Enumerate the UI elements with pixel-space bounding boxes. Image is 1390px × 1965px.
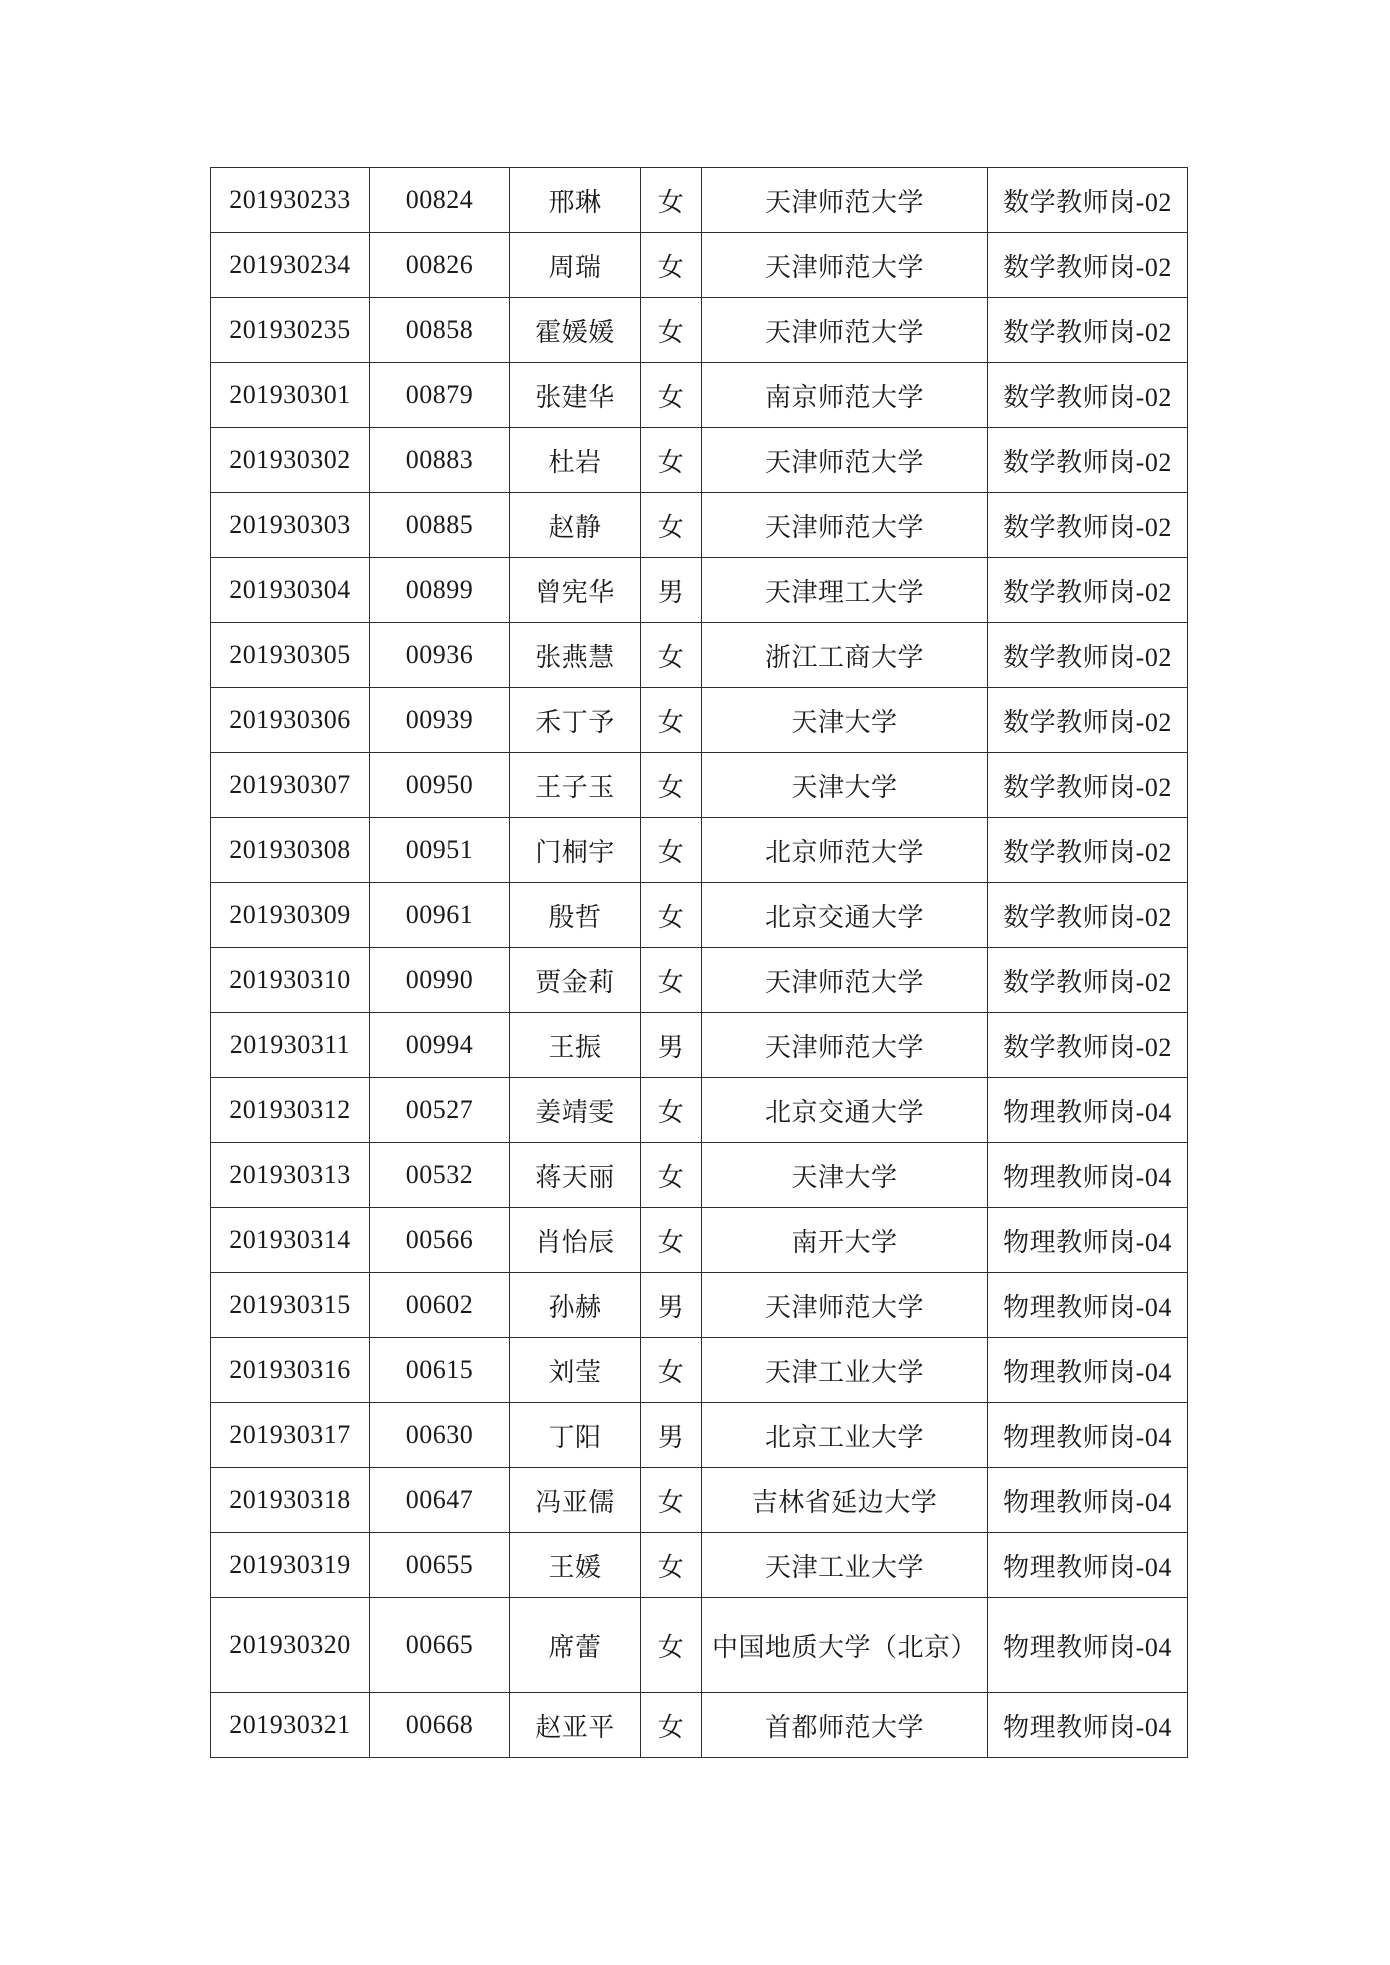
cell-post: 数学教师岗-02: [988, 298, 1188, 363]
cell-gender: 女: [641, 688, 702, 753]
cell-code: 00936: [370, 623, 510, 688]
cell-school: 天津师范大学: [702, 1273, 988, 1338]
cell-school: 中国地质大学（北京）: [702, 1598, 988, 1693]
cell-code: 00950: [370, 753, 510, 818]
cell-post: 物理教师岗-04: [988, 1693, 1188, 1758]
cell-serial: 201930320: [211, 1598, 370, 1693]
cell-school: 天津工业大学: [702, 1533, 988, 1598]
cell-school: 南京师范大学: [702, 363, 988, 428]
cell-post: 数学教师岗-02: [988, 1013, 1188, 1078]
cell-serial: 201930307: [211, 753, 370, 818]
cell-gender: 女: [641, 1468, 702, 1533]
cell-code: 00647: [370, 1468, 510, 1533]
cell-serial: 201930233: [211, 168, 370, 233]
cell-post: 数学教师岗-02: [988, 233, 1188, 298]
cell-code: 00527: [370, 1078, 510, 1143]
table-row: [211, 233, 1188, 298]
cell-post: 数学教师岗-02: [988, 558, 1188, 623]
cell-code: 00668: [370, 1693, 510, 1758]
cell-code: 00939: [370, 688, 510, 753]
cell-gender: 女: [641, 168, 702, 233]
cell-school: 天津师范大学: [702, 168, 988, 233]
cell-school: 天津大学: [702, 688, 988, 753]
table-row: [211, 1013, 1188, 1078]
cell-post: 物理教师岗-04: [988, 1598, 1188, 1693]
cell-gender: 女: [641, 298, 702, 363]
cell-name: 周瑞: [510, 233, 641, 298]
cell-school: 天津师范大学: [702, 493, 988, 558]
cell-name: 门桐宇: [510, 818, 641, 883]
cell-gender: 女: [641, 623, 702, 688]
cell-gender: 女: [641, 233, 702, 298]
cell-school: 天津师范大学: [702, 948, 988, 1013]
cell-name: 王子玉: [510, 753, 641, 818]
cell-name: 刘莹: [510, 1338, 641, 1403]
cell-school: 首都师范大学: [702, 1693, 988, 1758]
cell-name: 冯亚儒: [510, 1468, 641, 1533]
cell-serial: 201930301: [211, 363, 370, 428]
cell-name: 殷哲: [510, 883, 641, 948]
cell-serial: 201930317: [211, 1403, 370, 1468]
cell-code: 00858: [370, 298, 510, 363]
table-row: [211, 1338, 1188, 1403]
cell-serial: 201930310: [211, 948, 370, 1013]
cell-serial: 201930306: [211, 688, 370, 753]
cell-gender: 女: [641, 1598, 702, 1693]
cell-serial: 201930315: [211, 1273, 370, 1338]
cell-gender: 男: [641, 558, 702, 623]
cell-serial: 201930304: [211, 558, 370, 623]
cell-code: 00824: [370, 168, 510, 233]
cell-post: 物理教师岗-04: [988, 1338, 1188, 1403]
cell-name: 邢琳: [510, 168, 641, 233]
cell-school: 北京师范大学: [702, 818, 988, 883]
cell-name: 曾宪华: [510, 558, 641, 623]
cell-gender: 女: [641, 428, 702, 493]
cell-name: 席蕾: [510, 1598, 641, 1693]
table-row: [211, 493, 1188, 558]
cell-code: 00665: [370, 1598, 510, 1693]
table-row: [211, 753, 1188, 818]
cell-post: 物理教师岗-04: [988, 1208, 1188, 1273]
cell-serial: 201930316: [211, 1338, 370, 1403]
cell-code: 00566: [370, 1208, 510, 1273]
cell-serial: 201930308: [211, 818, 370, 883]
cell-serial: 201930309: [211, 883, 370, 948]
cell-gender: 女: [641, 818, 702, 883]
cell-name: 肖怡辰: [510, 1208, 641, 1273]
cell-name: 杜岩: [510, 428, 641, 493]
table-row: [211, 623, 1188, 688]
cell-gender: 女: [641, 1693, 702, 1758]
cell-name: 姜靖雯: [510, 1078, 641, 1143]
cell-gender: 男: [641, 1403, 702, 1468]
cell-serial: 201930318: [211, 1468, 370, 1533]
cell-name: 禾丁予: [510, 688, 641, 753]
cell-gender: 女: [641, 493, 702, 558]
cell-name: 张建华: [510, 363, 641, 428]
cell-serial: 201930319: [211, 1533, 370, 1598]
table-row: [211, 1403, 1188, 1468]
cell-code: 00615: [370, 1338, 510, 1403]
cell-serial: 201930302: [211, 428, 370, 493]
cell-school: 北京交通大学: [702, 883, 988, 948]
cell-post: 数学教师岗-02: [988, 753, 1188, 818]
table-row: [211, 883, 1188, 948]
table-row: [211, 428, 1188, 493]
cell-gender: 女: [641, 1208, 702, 1273]
cell-school: 吉林省延边大学: [702, 1468, 988, 1533]
table-row: [211, 1143, 1188, 1208]
cell-name: 王媛: [510, 1533, 641, 1598]
cell-post: 数学教师岗-02: [988, 168, 1188, 233]
cell-code: 00602: [370, 1273, 510, 1338]
cell-post: 物理教师岗-04: [988, 1533, 1188, 1598]
cell-gender: 男: [641, 1273, 702, 1338]
cell-school: 天津师范大学: [702, 428, 988, 493]
cell-gender: 女: [641, 948, 702, 1013]
cell-code: 00961: [370, 883, 510, 948]
cell-gender: 男: [641, 1013, 702, 1078]
cell-name: 贾金莉: [510, 948, 641, 1013]
table-row: [211, 948, 1188, 1013]
cell-code: 00879: [370, 363, 510, 428]
cell-serial: 201930313: [211, 1143, 370, 1208]
cell-gender: 女: [641, 753, 702, 818]
table-row: [211, 1273, 1188, 1338]
cell-post: 数学教师岗-02: [988, 428, 1188, 493]
table-row: [211, 818, 1188, 883]
cell-serial: 201930314: [211, 1208, 370, 1273]
cell-name: 张燕慧: [510, 623, 641, 688]
cell-school: 天津理工大学: [702, 558, 988, 623]
cell-post: 数学教师岗-02: [988, 623, 1188, 688]
cell-school: 天津师范大学: [702, 1013, 988, 1078]
cell-post: 数学教师岗-02: [988, 688, 1188, 753]
cell-school: 天津大学: [702, 1143, 988, 1208]
table-row: [211, 558, 1188, 623]
cell-code: 00994: [370, 1013, 510, 1078]
cell-post: 物理教师岗-04: [988, 1273, 1188, 1338]
roster-table: [210, 167, 1188, 1758]
cell-serial: 201930305: [211, 623, 370, 688]
table-row: [211, 1468, 1188, 1533]
cell-serial: 201930321: [211, 1693, 370, 1758]
cell-code: 00885: [370, 493, 510, 558]
table-row: [211, 688, 1188, 753]
cell-name: 王振: [510, 1013, 641, 1078]
cell-gender: 女: [641, 1533, 702, 1598]
cell-school: 天津大学: [702, 753, 988, 818]
cell-school: 天津师范大学: [702, 298, 988, 363]
cell-post: 数学教师岗-02: [988, 948, 1188, 1013]
cell-gender: 女: [641, 1143, 702, 1208]
table-row: [211, 363, 1188, 428]
cell-name: 蒋天丽: [510, 1143, 641, 1208]
cell-code: 00990: [370, 948, 510, 1013]
cell-school: 天津工业大学: [702, 1338, 988, 1403]
table-row: [211, 1598, 1188, 1693]
table-row: [211, 1693, 1188, 1758]
cell-code: 00655: [370, 1533, 510, 1598]
cell-serial: 201930235: [211, 298, 370, 363]
cell-serial: 201930303: [211, 493, 370, 558]
cell-school: 北京交通大学: [702, 1078, 988, 1143]
table-row: [211, 1208, 1188, 1273]
cell-code: 00883: [370, 428, 510, 493]
cell-name: 霍媛媛: [510, 298, 641, 363]
table-row: [211, 298, 1188, 363]
table-row: [211, 1078, 1188, 1143]
cell-post: 物理教师岗-04: [988, 1403, 1188, 1468]
cell-serial: 201930234: [211, 233, 370, 298]
cell-serial: 201930312: [211, 1078, 370, 1143]
cell-gender: 女: [641, 883, 702, 948]
cell-code: 00899: [370, 558, 510, 623]
table-row: [211, 1533, 1188, 1598]
cell-post: 物理教师岗-04: [988, 1468, 1188, 1533]
cell-post: 物理教师岗-04: [988, 1078, 1188, 1143]
cell-post: 数学教师岗-02: [988, 883, 1188, 948]
cell-gender: 女: [641, 1338, 702, 1403]
cell-code: 00951: [370, 818, 510, 883]
table-row: [211, 168, 1188, 233]
cell-school: 浙江工商大学: [702, 623, 988, 688]
cell-code: 00630: [370, 1403, 510, 1468]
cell-gender: 女: [641, 1078, 702, 1143]
cell-name: 丁阳: [510, 1403, 641, 1468]
cell-post: 数学教师岗-02: [988, 493, 1188, 558]
cell-school: 北京工业大学: [702, 1403, 988, 1468]
cell-post: 物理教师岗-04: [988, 1143, 1188, 1208]
cell-name: 赵静: [510, 493, 641, 558]
cell-school: 天津师范大学: [702, 233, 988, 298]
roster-table-body: [211, 168, 1188, 1758]
cell-code: 00826: [370, 233, 510, 298]
cell-name: 赵亚平: [510, 1693, 641, 1758]
cell-serial: 201930311: [211, 1013, 370, 1078]
cell-gender: 女: [641, 363, 702, 428]
cell-code: 00532: [370, 1143, 510, 1208]
cell-post: 数学教师岗-02: [988, 818, 1188, 883]
cell-school: 南开大学: [702, 1208, 988, 1273]
cell-name: 孙赫: [510, 1273, 641, 1338]
cell-post: 数学教师岗-02: [988, 363, 1188, 428]
